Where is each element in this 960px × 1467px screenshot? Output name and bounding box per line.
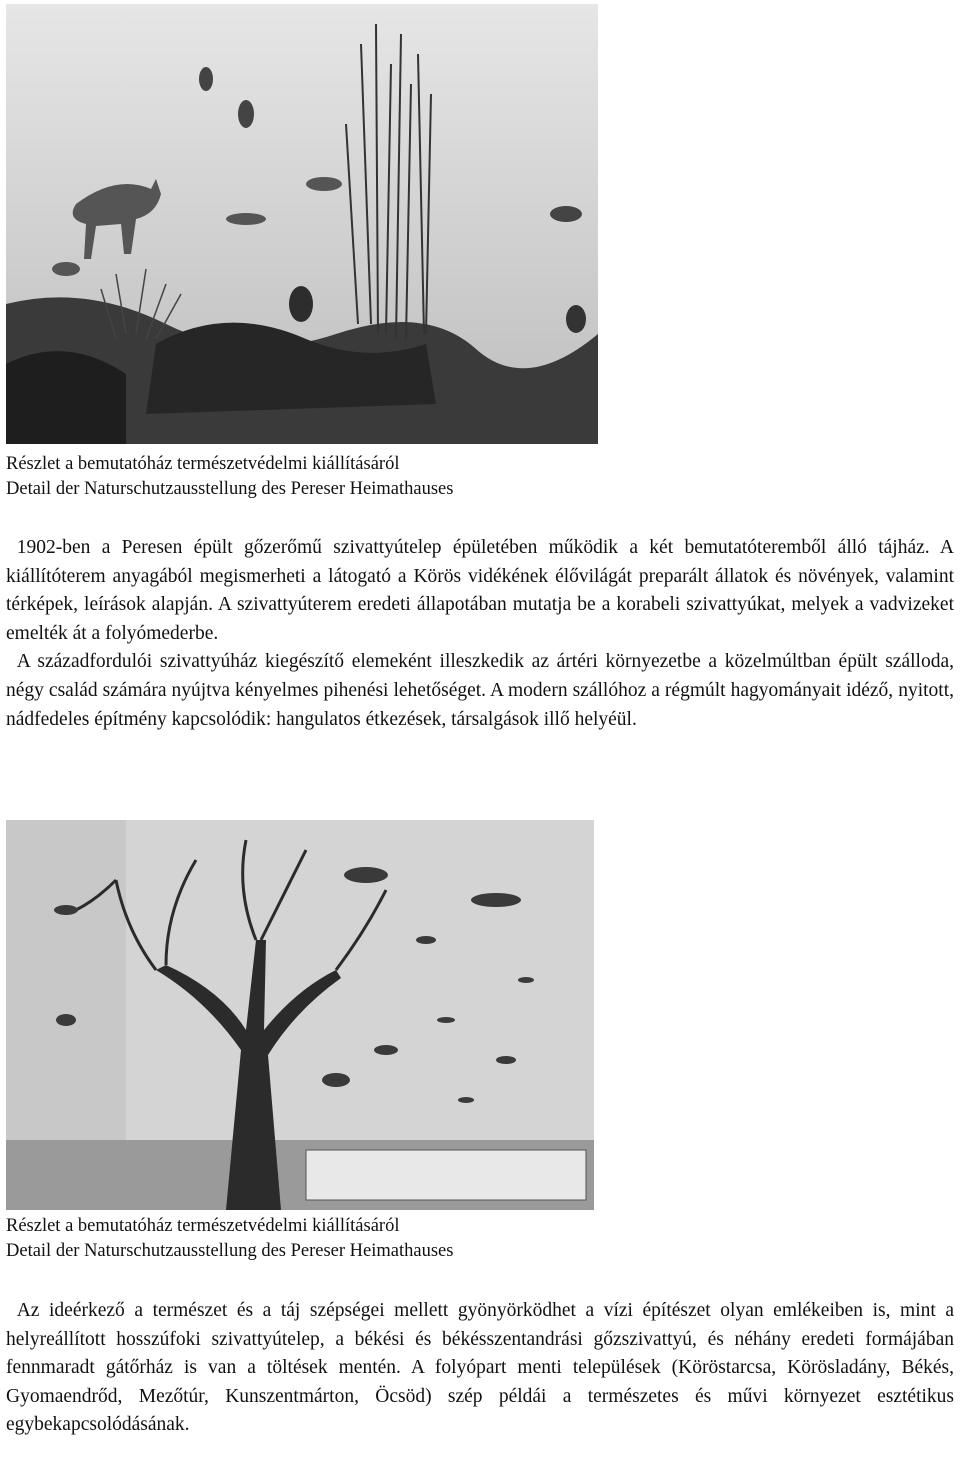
article-section-2 <box>6 1297 954 1440</box>
exhibition-hall-photo <box>6 820 594 1210</box>
article-section-1 <box>6 534 954 734</box>
photo-caption <box>6 1214 453 1264</box>
caption-german: Detail der Naturschutzausstellung des Pereser Heimathauses <box>6 479 454 499</box>
paragraph: A századfordulói szivattyúház kiegészítő elemeként illeszkedik az ártéri környezetbe a közelmúltban épült szálloda, négy család számára nyújtva kényelmes pihenési lehetőséget. A modern szállóhoz a régmúlt hagyományait idéző, nyitott, nádfedeles építmény kapcsolódik: hangulatos étkezések, társalgások illő helyéül. <box>6 651 954 730</box>
exhibition-hall-illustration <box>6 820 594 1210</box>
caption-german: Detail der Naturschutzausstellung des Pereser Heimathauses <box>6 1241 454 1261</box>
exhibition-diorama-photo <box>6 4 598 444</box>
photo-caption <box>6 452 453 502</box>
paragraph: 1902-ben a Peresen épült gőzerőmű szivattyútelep épületében működik a két bemutatóteremből álló tájház. A kiállítóterem anyagából megismerheti a látogató a Körös vidékének élővilágát preparált állatok és növények, valamint térképek, leírások alapján. A szivattyúterem eredeti állapotában mutatja be a korabeli szivattyúkat, melyek a vadvizeket emelték át a folyómederbe. <box>6 537 954 644</box>
paragraph: Az ideérkező a természet és a táj szépségei mellett gyönyörködhet a vízi építészet olyan emlékeiben is, mint a helyreállított hosszúfoki szivattyútelep, a békési és békésszentandrási gőzszivattyú, és néhány eredeti formájában fennmaradt gátőrház is van a töltések mentén. A folyópart menti települések (Köröstarcsa, Körösladány, Békés, Gyomaendrőd, Mezőtúr, Kunszentmárton, Öcsöd) szép példái a természetes és művi környezet esztétikus egybekapcsolódásának. <box>6 1300 954 1436</box>
caption-hungarian: Részlet a bemutatóház természetvédelmi kiállításáról <box>6 1216 400 1236</box>
caption-hungarian: Részlet a bemutatóház természetvédelmi kiállításáról <box>6 454 400 474</box>
diorama-illustration <box>6 4 598 444</box>
